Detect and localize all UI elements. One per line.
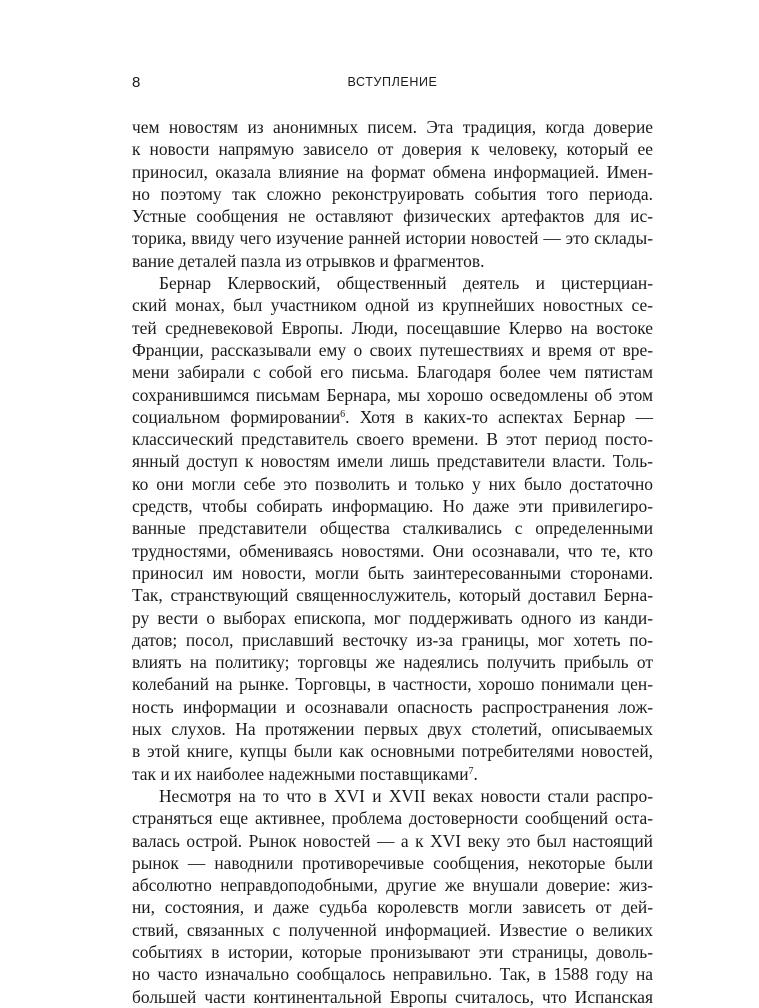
text-line: чем новостям из анонимных писем. Эта традиция, когда доверие xyxy=(132,117,653,137)
text-line: валась острой. Рынок новостей — а к XVI веку это был настоящий xyxy=(132,830,653,851)
text-line: классический представитель своего времени. В этот период посто- xyxy=(132,429,653,450)
text-line: ствий, связанных с полученной информацией. Известие о великих xyxy=(132,919,653,940)
text-line: сохранившимся письмам Бернара, мы хорошо осведомлены об этом xyxy=(132,384,653,405)
text-line: событиях в истории, которые пронизывают эти страницы, доволь- xyxy=(132,941,653,962)
text-line: Устные сообщения не оставляют физических артефактов для ис- xyxy=(132,206,653,227)
text-line: приносил им новости, могли быть заинтересованными сторонами. xyxy=(132,562,653,583)
paragraph xyxy=(132,272,653,785)
body-text xyxy=(132,116,653,1008)
text-line: в этой книге, купцы были как основными потребителями новостей, xyxy=(132,741,653,762)
text-line: большей части континентальной Европы считалось, что Испанская xyxy=(132,986,653,1007)
footnote-marker: 7 xyxy=(468,765,474,777)
text-line: ский монах, был участником одной из крупнейших новостных се- xyxy=(132,295,653,316)
text-line: Так, странствующий священнослужитель, который доставил Бернa- xyxy=(132,585,653,606)
footnote-marker: 6 xyxy=(340,408,346,420)
text-line: но часто изначально сообщалось неправильно. Так, в 1588 году на xyxy=(132,964,653,985)
text-line: Франции, рассказывали ему о своих путешествиях и время от вре- xyxy=(132,339,653,360)
text-fragment: . Хотя в каких-то аспектах Бернар — xyxy=(345,406,653,427)
text-line: к новости напрямую зависело от доверия к человеку, который ее xyxy=(132,139,653,160)
text-line: но поэтому так сложно реконструировать события того периода. xyxy=(132,183,653,204)
text-line: мени забирали с собой его письма. Благодаря более чем пятистам xyxy=(132,362,653,383)
page-number: 8 xyxy=(132,74,141,91)
text-line: Несмотря на то что в XVI и XVII веках новости стали распро- xyxy=(159,785,653,806)
page-header xyxy=(132,74,653,94)
text-line: янный доступ к новостям имели лишь представители власти. Толь- xyxy=(132,451,653,472)
text-fragment: социальном формировании xyxy=(132,406,341,427)
text-line: рынок — наводнили противоречивые сообщения, некоторые были xyxy=(132,852,653,873)
text-line: Бернар Клервоский, общественный деятель и цистерциан- xyxy=(159,273,653,294)
text-line: ность информации и осознавали опасность распространения лож- xyxy=(132,696,653,717)
text-fragment: так и их наиболее надежными поставщиками xyxy=(132,763,469,784)
text-line: тей средневековой Европы. Люди, посещавшие Клерво на востоке xyxy=(132,317,653,338)
text-line: ни, состояния, и даже судьба королевств могли зависеть от дей- xyxy=(132,897,653,918)
text-line: влиять на политику; торговцы же надеялись получить прибыль от xyxy=(132,652,653,673)
text-line: ванные представители общества сталкивались с определенными xyxy=(132,518,653,539)
text-line xyxy=(132,406,653,428)
text-line: трудностями, обмениваясь новостями. Они осознавали, что те, кто xyxy=(132,540,653,561)
text-line: колебаний на рынке. Торговцы, в частности, хорошо понимали цен- xyxy=(132,674,653,695)
text-line xyxy=(132,763,653,785)
text-line: приносил, оказала влияние на формат обмена информацией. Имен- xyxy=(132,161,653,182)
text-line: средств, чтобы собирать информацию. Но даже эти привилегиро- xyxy=(132,496,653,517)
text-line: страняться еще активнее, проблема достоверности сообщений оста- xyxy=(132,808,653,829)
text-fragment: . xyxy=(473,763,478,784)
paragraph xyxy=(132,116,653,272)
paragraph xyxy=(132,785,653,1008)
text-line: абсолютно неправдоподобными, другие же внушали доверие: жиз- xyxy=(132,875,653,896)
text-line: ру вести о выборах епископа, мог поддерживать одного из канди- xyxy=(132,607,653,628)
running-head: ВСТУПЛЕНИЕ xyxy=(347,75,438,89)
text-line: вание деталей пазла из отрывков и фрагментов. xyxy=(132,250,485,271)
text-line: ных слухов. На протяжении первых двух столетий, описываемых xyxy=(132,719,653,740)
text-line: торика, ввиду чего изучение ранней истории новостей — это склады- xyxy=(132,228,653,249)
text-line: ко они могли себе это позволить и только у них было достаточно xyxy=(132,473,653,494)
text-line: датов; посол, приславший весточку из-за границы, мог хотеть по- xyxy=(132,629,653,650)
